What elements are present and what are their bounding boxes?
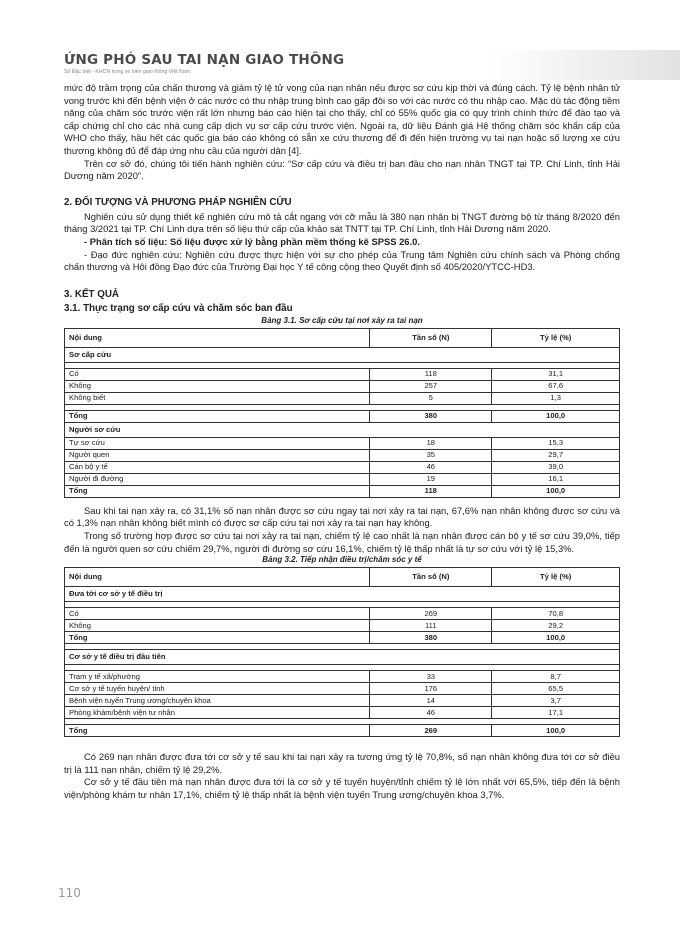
table-row: Không biết 5 1,3 [65, 392, 620, 404]
table1-caption: Bảng 3.1. Sơ cấp cứu tại nơi xảy ra tai nạn [261, 315, 423, 325]
journal-title: ỨNG PHÓ SAU TAI NẠN GIAO THÔNG [64, 52, 345, 68]
table-row: Có 269 70,8 [65, 608, 620, 620]
subsection-first-aid-heading: 3.1. Thực trạng sơ cấp cứu và chăm sóc ban đầu [64, 302, 293, 314]
journal-subtitle: Số Đặc biệt - KHCN trong xe hiến giao thông Việt Nam [64, 69, 190, 75]
table-total-row: Tổng 118 100,0 [65, 485, 620, 497]
paragraph-intro-cont: mức độ trầm trọng của chấn thương và giảm tỷ lệ tử vong của nạn nhân nếu được sơ cứu kịp thời và đúng cách. Tỷ lệ bệnh nhân tử vong trước khi đến bệnh viện ở các nước có thu nhập trung bình cao gấp đôi so với các nước có thu nhập cao. Mặc dù tác động tiềm năng của chăm sóc trước viện rất lớn nhưng báo cáo hiện tại cho thấy, chỉ có 55% quốc gia có quy trình chính thức để đào tạo và cấp chứng chỉ cho các nhà cung cấp dịch vụ sơ cấp cứu trước viện. Ngoài ra, dữ liệu Đánh giá Hệ thống chăm sóc khẩn cấp của WHO cho thấy, hầu hết các quốc gia báo cáo không có sẵn xe cứu thương để đi đến hiện trường vụ tai nạn hoặc số lượng xe cứu thương không đủ để đáp ứng nhu cầu của người dân [4]. [64, 82, 620, 156]
table-row: Trạm y tế xã/phường 33 8,7 [65, 671, 620, 683]
table-first-aid [64, 328, 620, 498]
section-methods-heading: 2. ĐỐI TƯỢNG VÀ PHƯƠNG PHÁP NGHIÊN CỨU [64, 196, 292, 208]
table-row: Người quen 35 29,7 [65, 449, 620, 461]
paragraph-design: Nghiên cứu sử dụng thiết kế nghiên cứu mô tả cắt ngang với cỡ mẫu là 380 nạn nhân bị TNGT đường bộ từ tháng 8/2020 đến tháng 3/2021 tại TP. Chí Linh dựa trên số liệu thứ cấp của khảo sát TNTT tại TP. Chí Linh, tỉnh Hải Dương năm 2020. [64, 210, 620, 235]
paragraph-study-aim: Trên cơ sở đó, chúng tôi tiến hành nghiên cứu: “Sơ cấp cứu và điều trị ban đầu cho nạn nhân TNGT tại TP. Chí Linh, tỉnh Hải Dương năm 2020”. [64, 157, 620, 182]
page-number: 110 [58, 886, 81, 900]
table-row: Cán bộ y tế 46 39,0 [65, 461, 620, 473]
article-body [64, 82, 620, 801]
col-content: Nội dung [65, 328, 370, 347]
col-percent: Tỷ lệ (%) [492, 328, 620, 347]
col-percent: Tỷ lệ (%) [492, 568, 620, 587]
table-row: Cơ sở y tế tuyến huyện/ tỉnh 176 65,5 [65, 683, 620, 695]
table-row: Không 257 67,6 [65, 380, 620, 392]
paragraph-analysis: - Phân tích số liệu: Số liệu được xử lý bằng phần mềm thống kê SPSS 26.0. [84, 235, 420, 247]
col-frequency: Tần số (N) [370, 328, 492, 347]
section-results-heading: 3. KẾT QUẢ [64, 288, 119, 300]
table-total-row: Tổng 380 100,0 [65, 632, 620, 644]
table-row: Không 111 29,2 [65, 620, 620, 632]
paragraph-treatment-result: Có 269 nạn nhân được đưa tới cơ sở y tế sau khi tai nạn xảy ra tương ứng tỷ lệ 70,8%, số nạn nhân không đưa tới cơ sở điều trị là 111 nạn nhân, chiếm tỷ lệ 29,2%. [64, 751, 620, 775]
paragraph-first-aid-result: Sau khi tai nạn xảy ra, có 31,1% số nạn nhân được sơ cứu ngay tại nơi xảy ra tai nạn, 67,6% nạn nhân không được sơ cứu và có 1,3% nạn nhân không biết mình có được sơ cấp cứu tại nơi xảy ra tai nạn hay không. [64, 504, 620, 529]
table-section-row: Đưa tới cơ sở y tế điều trị [65, 587, 620, 602]
table-row: Bệnh viện tuyến Trung ương/chuyên khoa 14 3,7 [65, 695, 620, 707]
table-treatment [64, 567, 620, 737]
table2-caption: Bảng 3.2. Tiếp nhận điều trị/chăm sóc y tế [262, 555, 422, 565]
table-total-row: Tổng 380 100,0 [65, 410, 620, 422]
table-row: Có 118 31,1 [65, 368, 620, 380]
table-section-row: Cơ sở y tế điều trị đầu tiên [65, 650, 620, 665]
table-row: Tự sơ cứu 18 15,3 [65, 437, 620, 449]
table-row: Phòng khám/bệnh viện tư nhân 46 17,1 [65, 707, 620, 719]
paragraph-facility-result: Cơ sở y tế đầu tiên mà nạn nhân được đưa tới là cơ sở y tế tuyến huyện/tỉnh chiếm tỷ lệ lớn nhất với 65,5%, tiếp đến là bệnh viện/phòng khám tư nhân 17,1%, chiếm tỷ lệ thấp nhất là bệnh viện tuyến Trung ương/chuyên khoa 3,7%. [64, 776, 620, 800]
paragraph-ethics: - Đạo đức nghiên cứu: Nghiên cứu được thực hiện với sự cho phép của Trung tâm Nghiên cứu chính sách và Phòng chống chấn thương và Hội đồng Đạo đức của Trường Đại học Y tế công cộng theo Quyết định số 405/2020/YTCC-HD3. [64, 248, 620, 273]
table-row: Người đi đường 19 16,1 [65, 473, 620, 485]
col-frequency: Tần số (N) [370, 568, 492, 587]
table-section-row: Người sơ cứu [65, 422, 620, 437]
table-section-row: Sơ cấp cứu [65, 347, 620, 362]
table-total-row: Tổng 269 100,0 [65, 725, 620, 737]
col-content: Nội dung [65, 568, 370, 587]
paragraph-first-aider-result: Trong số trường hợp được sơ cứu tại nơi xảy ra tai nạn, chiếm tỷ lệ cao nhất là nạn nhân được cán bộ y tế sơ cứu 39,0%, tiếp đến là người quen sơ cứu chiếm 29,7%, người đi đường sơ cứu 16,1%, chiếm tỷ lệ thấp nhất là tự sơ cứu với tỷ lệ 15,3%. [64, 529, 620, 554]
table-header-row [65, 328, 620, 347]
table-header-row [65, 568, 620, 587]
